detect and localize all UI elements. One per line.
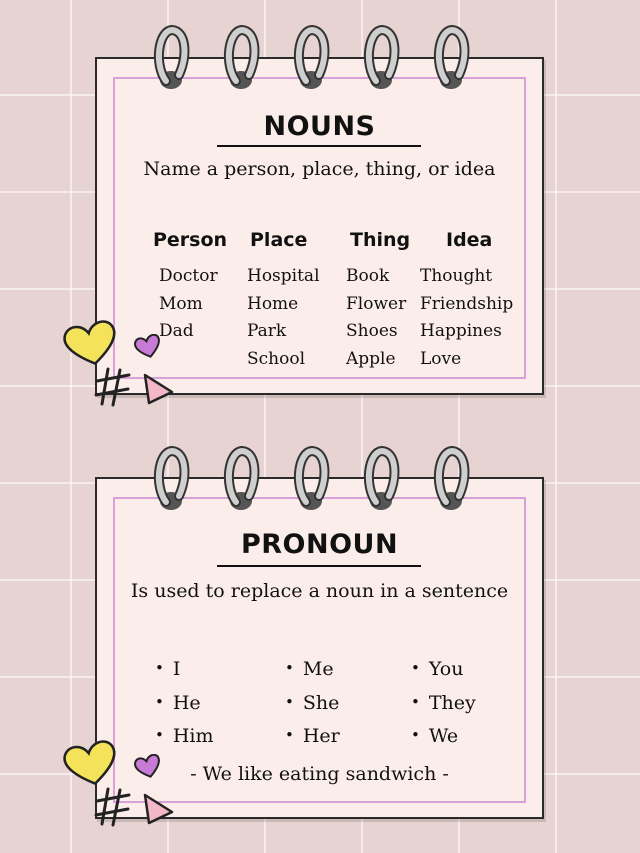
list-item [155,687,214,721]
list-item [411,687,476,721]
pronoun-word: You [428,658,464,680]
yellow-heart-icon [62,320,120,368]
list-item: Flower [346,293,407,314]
pronoun-word: Him [172,725,214,747]
bullet-icon: • [411,692,420,711]
bullet-icon: • [155,659,164,677]
list-item: Hospital [247,266,320,286]
pronoun-list-col-3 [411,653,476,754]
pronoun-title: PRONOUN [240,529,399,560]
list-item: Apple [346,348,396,369]
purple-heart-icon [133,754,163,780]
pronoun-word: Me [302,658,334,680]
list-item [411,720,476,754]
nouns-heading-person: Person [153,229,228,251]
bullet-icon: • [155,726,164,744]
list-item: Mom [159,293,203,314]
list-item [411,653,476,687]
pronoun-word: He [172,691,201,714]
list-item [155,720,214,754]
nouns-list-idea [420,263,513,373]
hashtag-icon [94,366,132,408]
list-item: Friendship [420,293,514,314]
nouns-list-person [159,263,218,346]
pronoun-list-col-1 [155,653,214,754]
triangle-icon [140,372,176,406]
nouns-heading-place: Place [250,229,308,251]
pronoun-example-sentence: - We like eating sandwich - [190,763,449,785]
pronoun-word: She [302,691,340,714]
yellow-heart-icon [62,740,120,788]
triangle-icon [140,792,176,826]
list-item [155,653,214,687]
nouns-title-underline [217,145,421,147]
list-item: Shoes [346,321,398,341]
list-item: Doctor [159,266,218,286]
list-item: School [247,348,306,369]
list-item: Love [420,348,462,369]
list-item: Happines [420,321,502,341]
pronoun-word: They [428,691,476,714]
list-item [285,653,340,687]
nouns-subtitle: Name a person, place, thing, or idea [143,158,496,180]
bullet-icon: • [411,726,420,744]
nouns-title: NOUNS [263,111,376,142]
nouns-list-place [247,263,320,373]
list-item: Book [346,266,390,286]
nouns-heading-thing: Thing [350,229,411,251]
bullet-icon: • [285,692,294,711]
list-item: Thought [420,266,493,286]
list-item: Dad [159,321,194,341]
pronoun-subtitle: Is used to replace a noun in a sentence [130,580,509,602]
pronoun-word: Her [302,725,340,747]
bullet-icon: • [411,659,420,677]
bullet-icon: • [285,726,294,744]
purple-heart-icon [133,334,163,360]
pronoun-title-underline [217,565,421,567]
pronoun-list-col-2 [285,653,340,754]
hashtag-icon [94,786,132,828]
nouns-heading-idea: Idea [446,229,493,251]
pronoun-word: I [172,658,181,680]
bullet-icon: • [285,659,294,677]
nouns-list-thing [346,263,406,373]
list-item [285,687,340,721]
list-item [285,720,340,754]
list-item: Home [247,293,299,314]
bullet-icon: • [155,692,164,711]
list-item: Park [247,321,287,341]
pronoun-word: We [428,725,459,747]
